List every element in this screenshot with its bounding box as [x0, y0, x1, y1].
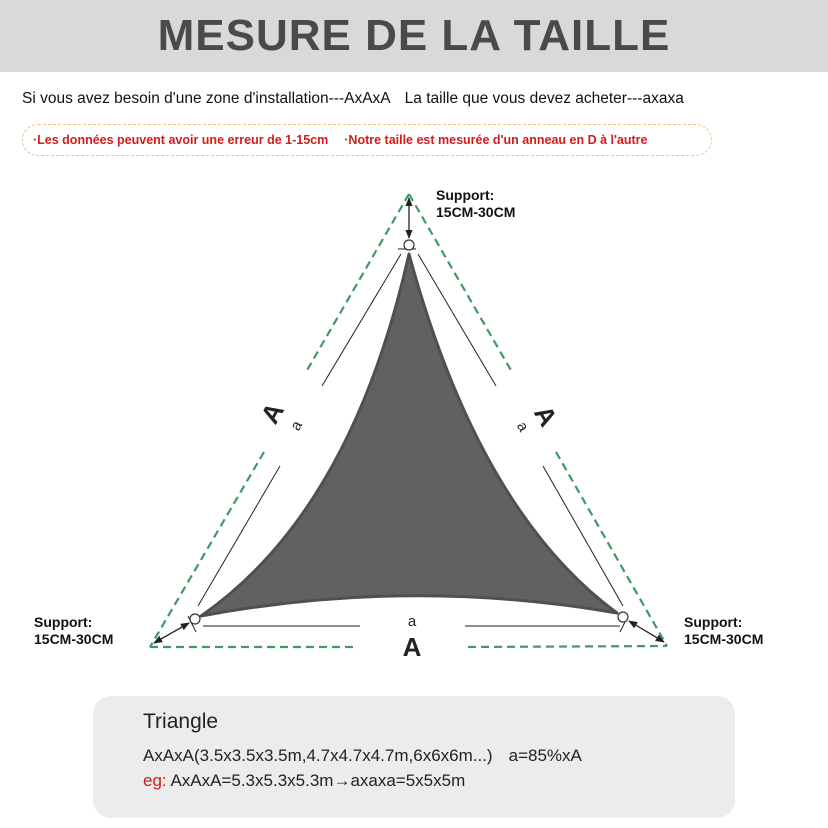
label-small-right: a [513, 418, 532, 435]
support-right-range: 15CM-30CM [684, 631, 764, 647]
label-big-right: A [528, 400, 564, 432]
info-sizes: AxAxA(3.5x3.5x3.5m,4.7x4.7x4.7m,6x6x6m...) [143, 746, 493, 765]
page-title: MESURE DE LA TAILLE [157, 11, 671, 60]
info-eg-prefix: eg: [143, 771, 167, 790]
support-top-title: Support: [436, 187, 495, 203]
support-right-title: Support: [684, 614, 743, 630]
install-zone-text: Si vous avez besoin d'une zone d'installation---AxAxA [22, 90, 391, 107]
buy-size-text: La taille que vous devez acheter---axaxa [404, 90, 684, 107]
support-label-right [684, 614, 763, 648]
support-left-range: 15CM-30CM [34, 631, 114, 647]
label-small-left: a [287, 417, 306, 434]
d-ring-right [618, 612, 628, 622]
support-arrow-right [629, 621, 664, 642]
error-note: ·Les données peuvent avoir une erreur de 1-15cm [33, 133, 329, 147]
info-sizes-line [143, 746, 582, 766]
label-big-bottom: A [402, 631, 422, 662]
info-example-line [143, 771, 465, 791]
support-left-title: Support: [34, 614, 93, 630]
support-top-range: 15CM-30CM [436, 204, 516, 220]
info-panel [93, 696, 735, 818]
support-label-left [34, 614, 113, 648]
info-title: Triangle [143, 710, 219, 733]
measure-note: ·Notre taille est mesurée d'un anneau en D à l'autre [344, 133, 648, 147]
d-ring-top [404, 240, 414, 250]
d-ring-left [190, 614, 200, 624]
info-ratio: a=85%xA [508, 746, 582, 765]
label-small-bottom: a [407, 612, 417, 630]
support-label-top [436, 187, 515, 221]
info-example: AxAxA=5.3x5.3x5.3m→axaxa=5x5x5m [170, 771, 466, 790]
label-big-left: A [254, 397, 290, 429]
shade-sail [201, 254, 617, 616]
